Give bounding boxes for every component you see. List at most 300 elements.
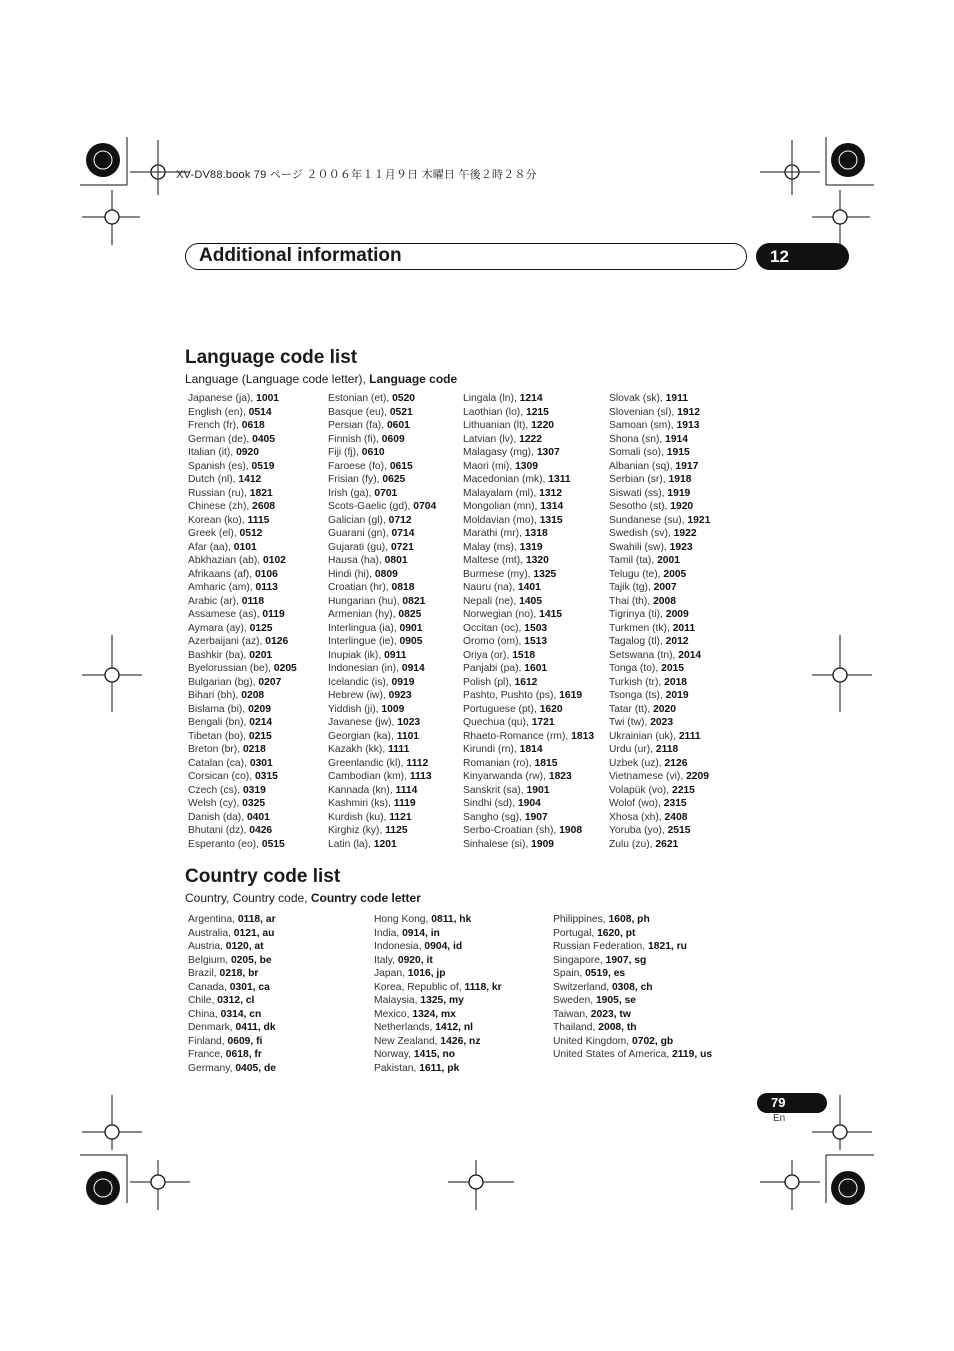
language-entry: [463, 514, 594, 528]
entry-label: Catalan (ca),: [188, 757, 250, 769]
entry-label: Icelandic (is),: [328, 676, 392, 688]
entry-label: Portugal,: [553, 927, 598, 939]
entry-code: 0118, ar: [237, 914, 276, 925]
entry-code: 0308, ch: [611, 981, 653, 993]
language-entry: [463, 568, 594, 582]
entry-code: 0120, at: [225, 941, 264, 952]
entry-label: Burmese (my),: [463, 568, 534, 580]
language-entry: [463, 446, 594, 460]
entry-code: 0615: [389, 460, 413, 472]
language-entry: [328, 541, 436, 555]
language-entry: [609, 595, 710, 609]
country-entry: [188, 1062, 276, 1076]
language-entry: [609, 689, 710, 703]
country-entry: [553, 967, 712, 981]
entry-code: 1911: [665, 393, 688, 404]
country-entry: [374, 954, 502, 968]
entry-label: Maltese (mt),: [463, 555, 526, 566]
entry-code: 0821: [402, 595, 426, 607]
language-entry: [609, 838, 710, 852]
entry-code: 0125: [249, 622, 273, 634]
entry-label: German (de),: [188, 433, 253, 445]
entry-label: Russian Federation,: [553, 941, 649, 952]
entry-label: Sesotho (st),: [609, 501, 671, 512]
language-entry: [188, 824, 297, 838]
entry-label: Latin (la),: [328, 838, 374, 850]
country-code-list-subtitle: [185, 890, 421, 906]
language-entry: [328, 743, 436, 757]
entry-code: 1612: [514, 676, 538, 688]
entry-label: Tsonga (ts),: [609, 690, 666, 701]
language-entry: [463, 838, 594, 852]
entry-label: Tibetan (bo),: [188, 730, 249, 742]
entry-code: 1111: [388, 744, 410, 755]
entry-label: Volapük (vo),: [609, 784, 672, 796]
language-entry: [609, 635, 710, 649]
country-entry: [188, 1035, 276, 1049]
country-entry: [374, 981, 502, 995]
entry-code: 1601: [524, 663, 548, 674]
country-entry: [188, 967, 276, 981]
language-entry: [463, 730, 594, 744]
entry-label: Hebrew (iw),: [328, 690, 389, 701]
page-language: En: [773, 1113, 786, 1124]
entry-code: 2118: [655, 744, 679, 755]
subtitle-plain: Language (Language code letter),: [185, 372, 370, 386]
language-entry: [463, 703, 594, 717]
entry-label: Marathi (mr),: [463, 528, 525, 539]
entry-code: 1118, kr: [464, 981, 502, 993]
entry-code: 1518: [512, 649, 536, 661]
print-header: XV-DV88.book 79 ページ ２００６年１１月９日 木曜日 午後２時２８分: [176, 169, 537, 181]
entry-code: 1503: [524, 622, 548, 634]
entry-label: Tajik (tg),: [609, 582, 654, 593]
entry-label: Telugu (te),: [609, 568, 664, 580]
language-entry: [328, 838, 436, 852]
entry-label: Norwegian (no),: [463, 609, 540, 620]
entry-code: 1920: [670, 501, 694, 512]
entry-label: Dutch (nl),: [188, 474, 239, 485]
language-entry: [328, 406, 436, 420]
entry-label: Spain,: [553, 968, 586, 979]
entry-label: Serbo-Croatian (sh),: [463, 825, 560, 836]
entry-code: 0911: [384, 649, 407, 661]
entry-code: 0914, in: [402, 927, 440, 939]
entry-code: 0519, es: [585, 968, 626, 979]
entry-label: Sangho (sg),: [463, 811, 525, 823]
entry-code: 0405: [252, 433, 276, 445]
entry-code: 0512: [239, 528, 263, 539]
entry-label: New Zealand,: [374, 1035, 441, 1047]
language-entry: [609, 811, 710, 825]
entry-label: Shona (sn),: [609, 433, 666, 445]
language-entry: [188, 770, 297, 784]
entry-code: 2015: [661, 663, 685, 674]
entry-code: 2008: [653, 595, 676, 607]
language-entry: [328, 730, 436, 744]
entry-code: 0519: [251, 460, 275, 472]
entry-code: 0411, dk: [235, 1022, 276, 1033]
entry-label: United Kingdom,: [553, 1035, 632, 1047]
country-entry: [188, 1048, 276, 1062]
entry-label: Bashkir (ba),: [188, 649, 250, 661]
language-entry: [609, 568, 710, 582]
entry-code: 1112: [406, 757, 429, 769]
language-entry: [609, 473, 710, 487]
entry-label: United States of America,: [553, 1049, 673, 1060]
entry-label: Polish (pl),: [463, 676, 515, 688]
country-entry: [553, 954, 712, 968]
country-entry: [374, 940, 502, 954]
entry-label: Thai (th),: [609, 595, 654, 607]
language-entry: [463, 406, 594, 420]
language-entry: [463, 784, 594, 798]
entry-label: Greek (el),: [188, 528, 240, 539]
language-entry: [463, 527, 594, 541]
language-code-list-subtitle: [185, 371, 457, 387]
entry-label: Greenlandic (kl),: [328, 757, 407, 769]
entry-label: Italian (it),: [188, 447, 237, 458]
language-entry: [609, 419, 710, 433]
language-entry: [463, 811, 594, 825]
entry-code: 2014: [678, 649, 702, 661]
entry-label: Chile,: [188, 995, 218, 1006]
language-entry: [188, 392, 297, 406]
subtitle-bold: Language code: [369, 372, 458, 386]
entry-label: Pashto, Pushto (ps),: [463, 690, 560, 701]
entry-code: 0106: [254, 568, 278, 580]
country-entry: [374, 913, 502, 927]
entry-label: Irish (ga),: [328, 487, 375, 499]
language-entry: [328, 649, 436, 663]
entry-code: 1721: [531, 717, 555, 728]
entry-label: Afar (aa),: [188, 541, 234, 553]
entry-code: 1315: [539, 514, 563, 526]
language-entry: [188, 433, 297, 447]
entry-label: Denmark,: [188, 1022, 236, 1033]
entry-label: Kirundi (rn),: [463, 744, 520, 755]
entry-label: Malay (ms),: [463, 541, 520, 553]
entry-code: 1121: [389, 811, 412, 823]
entry-label: China,: [188, 1008, 221, 1020]
entry-code: 1115: [247, 514, 270, 526]
entry-label: Italy,: [374, 954, 398, 966]
language-entry: [609, 676, 710, 690]
entry-code: 0618, fr: [225, 1049, 262, 1060]
language-entry: [463, 622, 594, 636]
country-entry: [553, 940, 712, 954]
entry-label: Moldavian (mo),: [463, 514, 540, 526]
entry-label: Belgium,: [188, 954, 231, 966]
entry-code: 0618: [241, 420, 265, 431]
entry-code: 0714: [391, 528, 415, 539]
entry-label: Malagasy (mg),: [463, 447, 537, 458]
entry-label: Lithuanian (lt),: [463, 420, 532, 431]
country-entry: [374, 1021, 502, 1035]
entry-label: Panjabi (pa),: [463, 663, 525, 674]
entry-label: Armenian (hy),: [328, 609, 399, 620]
country-column-3: [553, 913, 712, 1062]
entry-code: 0809: [374, 568, 398, 580]
entry-label: Sanskrit (sa),: [463, 784, 527, 796]
entry-code: 0319: [242, 784, 266, 796]
language-entry: [609, 757, 710, 771]
country-entry: [188, 940, 276, 954]
country-entry: [553, 913, 712, 927]
entry-code: 0121, au: [233, 927, 275, 939]
language-entry: [463, 757, 594, 771]
country-entry: [553, 981, 712, 995]
entry-code: 0315: [254, 771, 278, 782]
entry-label: Esperanto (eo),: [188, 838, 262, 850]
language-entry: [609, 784, 710, 798]
entry-code: 1923: [669, 541, 693, 553]
entry-label: Bihari (bh),: [188, 690, 242, 701]
entry-code: 2126: [664, 757, 688, 769]
language-entry: [328, 460, 436, 474]
entry-code: 0609: [381, 433, 405, 445]
entry-code: 2007: [653, 582, 677, 593]
entry-code: 2020: [653, 703, 676, 715]
entry-code: 1125: [385, 825, 408, 836]
language-entry: [609, 581, 710, 595]
language-entry: [328, 676, 436, 690]
country-entry: [188, 1021, 276, 1035]
entry-label: France,: [188, 1049, 226, 1060]
language-entry: [188, 649, 297, 663]
entry-label: Lingala (ln),: [463, 393, 520, 404]
entry-code: 1222: [519, 433, 543, 445]
entry-code: 1919: [667, 487, 691, 499]
language-entry: [188, 608, 297, 622]
entry-label: Bislama (bi),: [188, 703, 249, 715]
language-entry: [609, 554, 710, 568]
language-entry: [609, 662, 710, 676]
country-column-2: [374, 913, 502, 1075]
entry-code: 1915: [666, 447, 690, 458]
entry-code: 2009: [665, 609, 689, 620]
entry-label: Kazakh (kk),: [328, 744, 389, 755]
entry-label: Wolof (wo),: [609, 798, 664, 809]
country-entry: [374, 1035, 502, 1049]
entry-code: 1913: [676, 420, 700, 431]
entry-label: Fiji (fj),: [328, 447, 362, 458]
entry-code: 2008, th: [598, 1022, 637, 1033]
language-entry: [463, 541, 594, 555]
entry-code: 0610: [361, 447, 385, 458]
entry-code: 1214: [519, 393, 543, 404]
entry-code: 0701: [374, 487, 398, 499]
entry-code: 1119: [393, 798, 416, 809]
language-entry: [609, 514, 710, 528]
entry-label: Amharic (am),: [188, 582, 256, 593]
entry-code: 0301: [249, 757, 273, 769]
entry-code: 1415: [539, 609, 563, 620]
entry-label: Yiddish (ji),: [328, 703, 382, 715]
entry-label: Javanese (jw),: [328, 717, 398, 728]
language-entry: [609, 446, 710, 460]
entry-code: 1023: [397, 717, 421, 728]
entry-code: 0919: [391, 676, 415, 688]
entry-code: 0920: [236, 447, 259, 458]
entry-label: Spanish (es),: [188, 460, 252, 472]
entry-code: 0521: [389, 406, 413, 418]
language-entry: [463, 419, 594, 433]
entry-label: Estonian (et),: [328, 393, 393, 404]
entry-code: 1914: [665, 433, 689, 445]
entry-code: 0118: [241, 595, 265, 607]
language-entry: [463, 797, 594, 811]
entry-code: 0215: [248, 730, 272, 742]
language-entry: [328, 514, 436, 528]
entry-label: Basque (eu),: [328, 406, 390, 418]
entry-code: 2515: [667, 825, 691, 836]
entry-label: Argentina,: [188, 914, 238, 925]
language-entry: [188, 730, 297, 744]
page-number-badge: 79: [757, 1093, 827, 1113]
entry-code: 0207: [258, 676, 282, 688]
language-entry: [188, 527, 297, 541]
entry-label: Zulu (zu),: [609, 838, 656, 850]
entry-label: Chinese (zh),: [188, 501, 253, 512]
chapter-number-badge: 12: [756, 243, 849, 270]
entry-label: Japanese (ja),: [188, 393, 257, 404]
language-entry: [463, 770, 594, 784]
entry-code: 0811, hk: [431, 914, 472, 925]
language-code-list-title: Language code list: [185, 347, 358, 368]
entry-code: 0514: [248, 406, 272, 418]
entry-label: Japan,: [374, 968, 408, 979]
language-entry: [463, 676, 594, 690]
entry-label: Siswati (ss),: [609, 487, 668, 499]
entry-code: 0818: [391, 582, 415, 593]
language-entry: [463, 595, 594, 609]
entry-label: Norway,: [374, 1049, 414, 1060]
language-entry: [188, 581, 297, 595]
entry-label: Brazil,: [188, 968, 220, 979]
language-entry: [328, 419, 436, 433]
language-entry: [463, 554, 594, 568]
country-entry: [553, 1021, 712, 1035]
country-entry: [553, 1048, 712, 1062]
entry-code: 0209: [248, 703, 271, 715]
language-entry: [328, 595, 436, 609]
language-entry: [328, 622, 436, 636]
entry-code: 0102: [262, 555, 286, 566]
entry-label: Gujarati (gu),: [328, 541, 391, 553]
entry-label: Indonesia,: [374, 941, 425, 952]
language-entry: [328, 811, 436, 825]
entry-label: Hindi (hi),: [328, 568, 375, 580]
language-entry: [328, 824, 436, 838]
entry-code: 1921: [687, 514, 711, 526]
entry-label: Hausa (ha),: [328, 555, 385, 566]
entry-code: 1325, my: [420, 995, 464, 1006]
entry-label: Croatian (hr),: [328, 582, 392, 593]
entry-label: Singapore,: [553, 954, 606, 966]
entry-label: Mexico,: [374, 1008, 413, 1020]
entry-label: Occitan (oc),: [463, 622, 525, 634]
language-entry: [609, 608, 710, 622]
entry-code: 0201: [249, 649, 273, 661]
entry-label: Galician (gl),: [328, 514, 389, 526]
country-entry: [374, 1062, 502, 1076]
language-entry: [463, 743, 594, 757]
entry-label: Abkhazian (ab),: [188, 555, 263, 566]
entry-code: 0904, id: [424, 941, 463, 952]
entry-code: 1220: [531, 420, 555, 431]
language-entry: [328, 716, 436, 730]
entry-code: 1513: [524, 636, 548, 647]
language-entry: [328, 554, 436, 568]
entry-code: 0218, br: [219, 968, 259, 979]
language-entry: [188, 500, 297, 514]
entry-label: Czech (cs),: [188, 784, 243, 796]
entry-code: 2408: [664, 811, 688, 823]
language-entry: [188, 568, 297, 582]
entry-code: 2023, tw: [590, 1008, 631, 1020]
language-column-3: [463, 392, 594, 851]
country-entry: [188, 1008, 276, 1022]
entry-label: Twi (tw),: [609, 717, 651, 728]
language-column-4: [609, 392, 710, 851]
entry-label: French (fr),: [188, 420, 242, 431]
country-entry: [553, 1035, 712, 1049]
language-entry: [188, 743, 297, 757]
language-entry: [609, 770, 710, 784]
entry-code: 1412, nl: [435, 1022, 474, 1033]
entry-label: Aymara (ay),: [188, 622, 250, 634]
language-entry: [463, 392, 594, 406]
language-entry: [463, 500, 594, 514]
entry-label: English (en),: [188, 406, 249, 418]
language-entry: [188, 838, 297, 852]
entry-code: 0119: [262, 609, 285, 620]
entry-code: 2315: [663, 798, 687, 809]
entry-code: 1309: [515, 460, 538, 472]
entry-code: 0426: [249, 825, 273, 836]
country-entry: [374, 967, 502, 981]
language-entry: [328, 703, 436, 717]
entry-label: Corsican (co),: [188, 771, 255, 782]
entry-code: 0218: [242, 744, 266, 755]
language-entry: [328, 635, 436, 649]
entry-code: 0712: [388, 514, 412, 526]
language-entry: [188, 460, 297, 474]
entry-label: Taiwan,: [553, 1008, 591, 1020]
language-entry: [328, 527, 436, 541]
entry-code: 2111: [678, 730, 701, 742]
entry-label: Yoruba (yo),: [609, 825, 668, 836]
language-entry: [188, 541, 297, 555]
entry-code: 1325: [533, 568, 557, 580]
section-header-title: Additional information: [199, 245, 402, 266]
entry-code: 2119, us: [672, 1049, 713, 1060]
entry-label: Nepali (ne),: [463, 595, 520, 607]
entry-code: 0405, de: [235, 1062, 276, 1074]
entry-code: 1619: [559, 690, 583, 701]
language-entry: [609, 541, 710, 555]
language-entry: [609, 406, 710, 420]
entry-label: Sinhalese (si),: [463, 838, 532, 850]
entry-code: 0704: [413, 501, 437, 512]
country-entry: [374, 1008, 502, 1022]
entry-code: 1922: [673, 528, 697, 539]
entry-label: Breton (br),: [188, 744, 243, 755]
entry-code: 1001: [256, 393, 280, 404]
entry-code: 2019: [665, 690, 689, 701]
entry-code: 1620, pt: [597, 927, 636, 939]
